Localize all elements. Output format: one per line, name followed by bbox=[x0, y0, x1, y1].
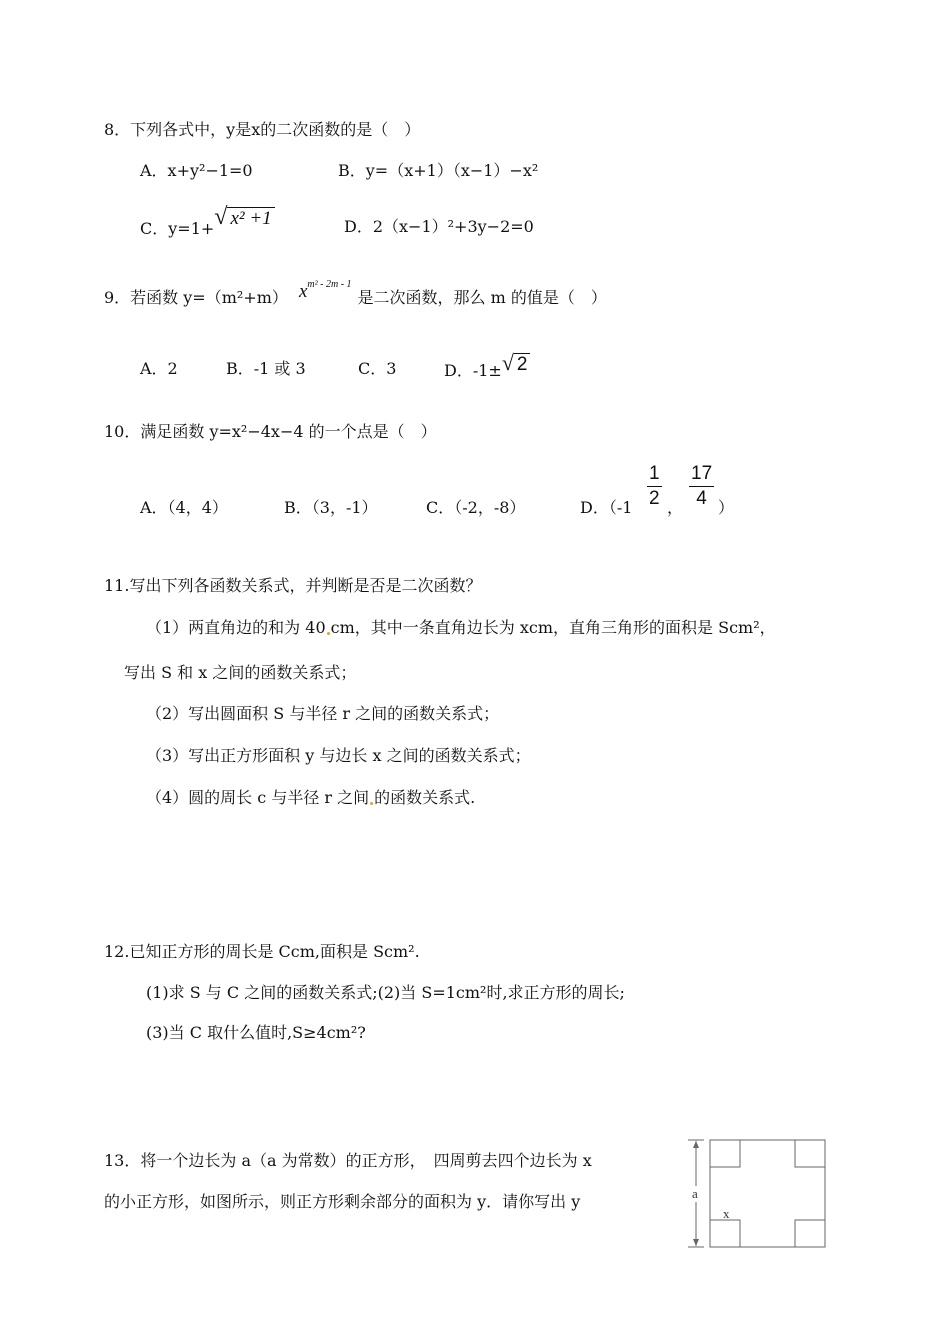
q9-option-c: C．3 bbox=[358, 359, 397, 378]
square-cutout-figure bbox=[680, 1134, 832, 1254]
q11-part1-continued: 写出 S 和 x 之间的函数关系式； bbox=[124, 663, 357, 682]
q10-option-d-separator: ， bbox=[667, 498, 684, 517]
q9-stem-prefix: 9．若函数 y=（m²+m） bbox=[104, 288, 288, 307]
q10-option-a: A．（4，4） bbox=[140, 498, 228, 517]
q10-option-d-suffix: ） bbox=[718, 498, 735, 517]
q12-part3: (3)当 C 取什么值时,S≥4cm²? bbox=[146, 1023, 366, 1042]
q8-option-c-radicand: x² +1 bbox=[227, 207, 274, 230]
arrow-down-icon bbox=[693, 1239, 699, 1246]
q9-option-b: B．-1 或 3 bbox=[226, 359, 306, 378]
q9-option-d bbox=[444, 350, 530, 383]
q11-part4-a: （4）圆的周长 c 与半径 r 之间 bbox=[146, 788, 370, 807]
q8-option-a: A．x+y²−1=0 bbox=[140, 161, 253, 180]
q9-stem bbox=[104, 279, 607, 312]
fraction-one-half bbox=[647, 462, 662, 511]
radical-sign: √ bbox=[501, 350, 514, 375]
figure-label-a: a bbox=[692, 1186, 698, 1201]
arrow-up-icon bbox=[693, 1141, 699, 1148]
q12-stem: 12.已知正方形的周长是 Ccm,面积是 Scm². bbox=[104, 942, 420, 961]
q11-part1 bbox=[146, 617, 776, 639]
q8-option-c bbox=[140, 204, 275, 241]
corner-square-top-right bbox=[795, 1140, 825, 1167]
q9-stem-suffix: 是二次函数，那么 m 的值是（ ） bbox=[357, 288, 607, 307]
q10-option-c: C．（-2，-8） bbox=[426, 498, 526, 517]
cursor-mark bbox=[370, 802, 373, 805]
q8-option-b: B．y=（x+1）（x−1）−x² bbox=[338, 161, 539, 180]
q8-option-d: D．2（x−1）²+3y−2=0 bbox=[344, 217, 534, 236]
q9-option-d-radicand: 2 bbox=[514, 353, 531, 376]
fraction-denominator: 2 bbox=[649, 488, 660, 509]
radical-sign: √ bbox=[214, 204, 228, 230]
q13-line1: 13．将一个边长为 a（a 为常数）的正方形， 四周剪去四个边长为 x bbox=[104, 1151, 592, 1170]
q9-option-a: A．2 bbox=[140, 359, 178, 378]
q10-option-b: B．（3，-1） bbox=[284, 498, 378, 517]
q8-option-c-prefix: C．y=1+ bbox=[140, 219, 215, 238]
q11-part3: （3）写出正方形面积 y 与边长 x 之间的函数关系式； bbox=[146, 746, 531, 765]
corner-square-bottom-right bbox=[795, 1220, 825, 1247]
fraction-numerator: 1 bbox=[647, 462, 662, 487]
sqrt-expression bbox=[502, 352, 531, 377]
q10-option-d-prefix: D．（-1 bbox=[580, 498, 633, 517]
q9-exp-base: x bbox=[298, 281, 308, 302]
fraction-seventeen-fourths bbox=[689, 462, 714, 511]
q9-option-d-prefix: D．-1± bbox=[444, 361, 502, 380]
corner-square-top-left bbox=[710, 1140, 740, 1167]
fraction-denominator: 4 bbox=[696, 488, 707, 509]
q9-exp-power: m² - 2m - 1 bbox=[307, 279, 352, 290]
cursor-mark bbox=[327, 632, 330, 635]
q11-part1-b: cm，其中一条直角边长为 xcm，直角三角形的面积是 Scm²， bbox=[330, 618, 776, 637]
q11-part1-a: （1）两直角边的和为 40 bbox=[146, 618, 326, 637]
fraction-numerator: 17 bbox=[689, 462, 714, 487]
q10-stem: 10．满足函数 y=x²−4x−4 的一个点是（ ） bbox=[104, 422, 437, 441]
q8-stem: 8．下列各式中，y是x的二次函数的是（ ） bbox=[104, 120, 421, 139]
q13-line2: 的小正方形，如图所示，则正方形剩余部分的面积为 y．请你写出 y bbox=[104, 1192, 581, 1211]
q11-stem: 11.写出下列各函数关系式，并判断是否是二次函数？ bbox=[104, 576, 482, 595]
sqrt-expression bbox=[214, 206, 274, 231]
outer-square bbox=[710, 1140, 825, 1247]
corner-square-bottom-left bbox=[710, 1220, 740, 1247]
q11-part2: （2）写出圆面积 S 与半径 r 之间的函数关系式； bbox=[146, 704, 500, 723]
q12-part1-2: (1)求 S 与 C 之间的函数关系式;(2)当 S=1cm²时,求正方形的周长; bbox=[146, 983, 625, 1002]
q11-part4 bbox=[146, 787, 475, 809]
figure-label-x: x bbox=[723, 1206, 730, 1221]
q11-part4-b: 的函数关系式. bbox=[374, 788, 476, 807]
